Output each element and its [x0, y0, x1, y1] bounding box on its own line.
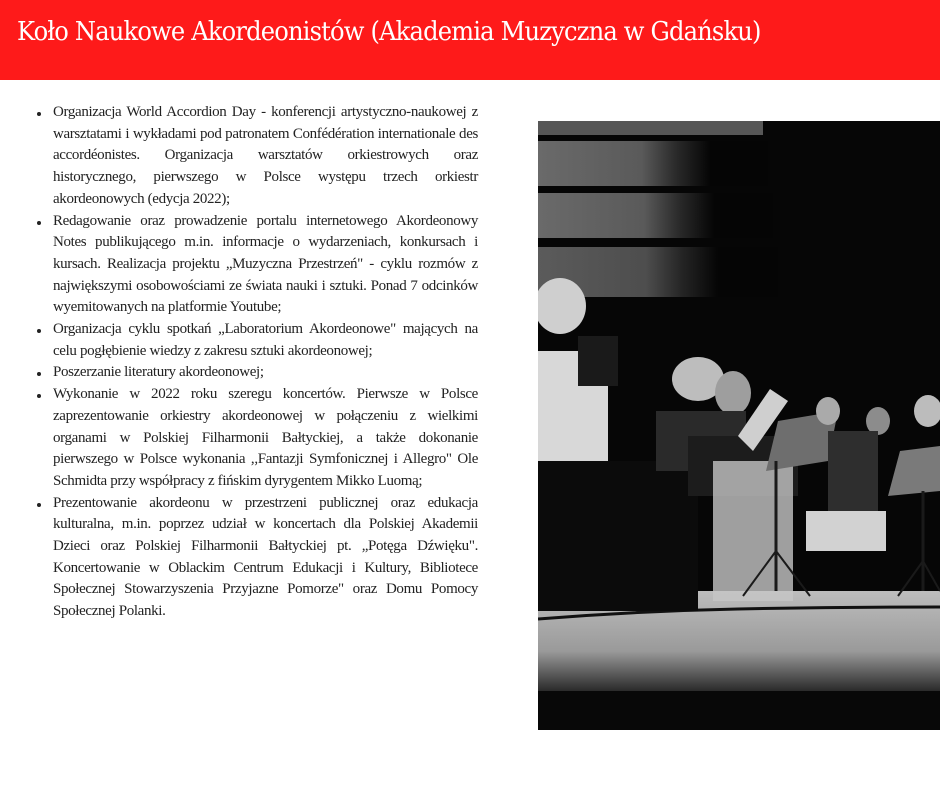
- list-item: Organizacja World Accordion Day - konferencji artystyczno-naukowej z warsztatami i wykładami pod patronatem Confédération internationale des accordéonistes. Organizacja warsztatów orkiestrowych oraz historycznego, pierwszego w Polsce występu trzech orkiestr akordeonowych (edycja 2022);: [53, 102, 478, 211]
- orchestra-photo-illustration: [538, 121, 940, 730]
- orchestra-photo: [538, 121, 940, 730]
- page-title: Koło Naukowe Akordeonistów (Akademia Muzyczna w Gdańsku): [17, 17, 761, 47]
- activities-list: [53, 102, 478, 623]
- list-item: Redagowanie oraz prowadzenie portalu internetowego Akordeonowy Notes publikującego m.in. informacje o wydarzeniach, konkursach i kursach. Realizacja projektu „Muzyczna Przestrzeń" - cyklu rozmów z największymi osobowościami ze świata nauki i sztuki. Ponad 7 odcinków wyemitowanych na platformie Youtube;: [53, 211, 478, 320]
- list-item: Wykonanie w 2022 roku szeregu koncertów. Pierwsze w Polsce zaprezentowanie orkiestry akordeonowej w połączeniu z wielkimi organami w Polskiej Filharmonii Bałtyckiej, a także dokonanie pierwszego w Polsce wykonania ,,Fantazji Symfonicznej i Allegro" Ole Schmidta przy współpracy z fińskim dyrygentem Mikko Luomą;: [53, 384, 478, 493]
- page-header: [0, 0, 940, 80]
- list-item: Organizacja cyklu spotkań „Laboratorium Akordeonowe" mających na celu pogłębienie wiedzy z zakresu sztuki akordeonowej;: [53, 319, 478, 362]
- list-item: Poszerzanie literatury akordeonowej;: [53, 362, 478, 384]
- activities-list-container: [53, 102, 478, 623]
- list-item: Prezentowanie akordeonu w przestrzeni publicznej oraz edukacja kulturalna, m.in. poprzez udział w koncertach dla Polskiej Akademii Dzieci oraz Polskiej Filharmonii Bałtyckiej pt. „Potęga Dźwięku". Koncertowanie w Oblackim Centrum Edukacji i Kultury, Bibliotece Społecznej Stowarzyszenia Przyjazne Pomorze" oraz Domu Pomocy Społecznej Polanki.: [53, 493, 478, 623]
